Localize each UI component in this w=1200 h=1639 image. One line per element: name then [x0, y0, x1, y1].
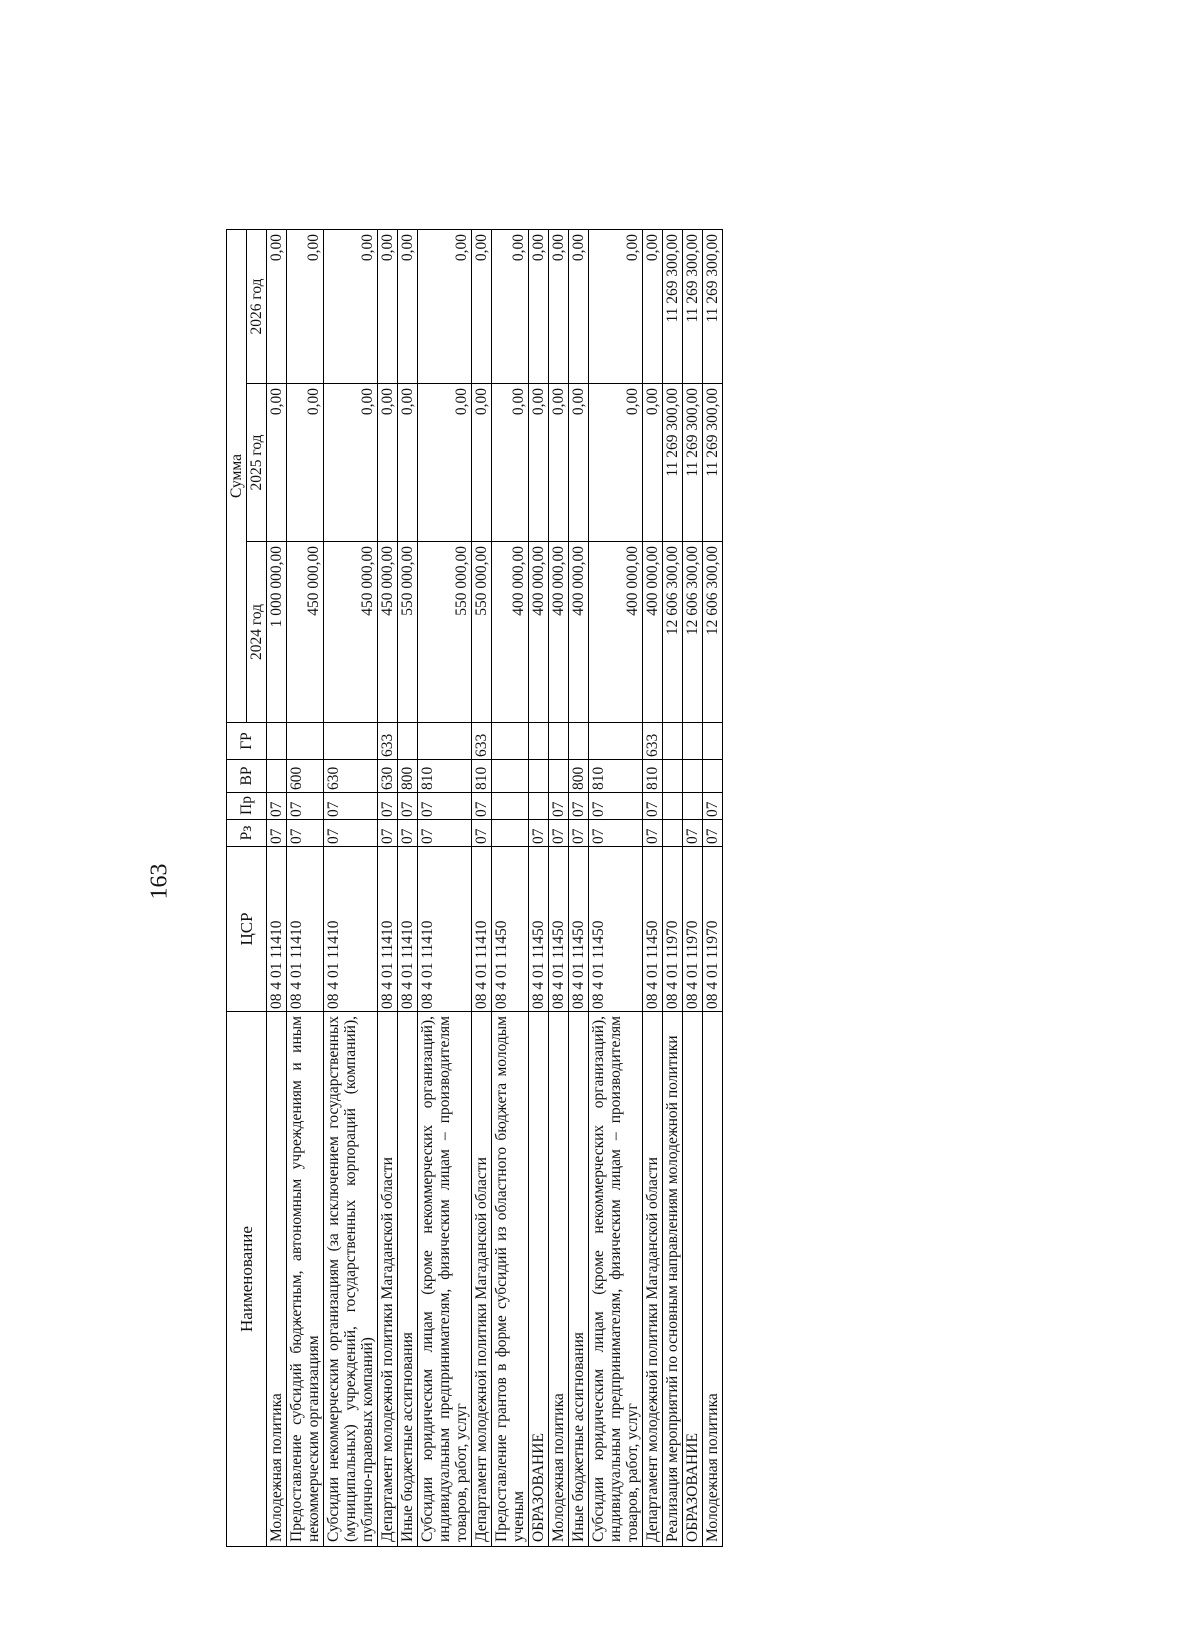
cell-amount-2026: 0,00 [549, 229, 569, 383]
cell-rz [663, 820, 683, 847]
cell-gr [663, 723, 683, 760]
cell-rz: 07 [287, 820, 324, 847]
header-gr: ГР [227, 723, 267, 760]
cell-amount-2026: 0,00 [378, 229, 398, 383]
header-year-2026: 2026 год [247, 229, 267, 383]
cell-amount-2024: 550 000,00 [472, 542, 492, 723]
cell-amount-2024: 550 000,00 [398, 542, 418, 723]
header-rz: Рз [227, 820, 267, 847]
cell-rz: 07 [418, 820, 472, 847]
cell-amount-2024: 12 606 300,00 [683, 542, 703, 723]
cell-vr: 800 [569, 760, 589, 793]
cell-vr: 630 [378, 760, 398, 793]
cell-amount-2024: 550 000,00 [418, 542, 472, 723]
cell-gr [398, 723, 418, 760]
cell-amount-2024: 450 000,00 [324, 542, 378, 723]
cell-csr: 08 4 01 11970 [663, 847, 683, 1012]
cell-amount-2026: 0,00 [529, 229, 549, 383]
cell-vr [492, 760, 529, 793]
cell-amount-2026: 0,00 [267, 229, 287, 383]
cell-amount-2024: 450 000,00 [287, 542, 324, 723]
cell-amount-2025: 0,00 [472, 384, 492, 542]
cell-amount-2024: 400 000,00 [589, 542, 643, 723]
cell-pr [683, 793, 703, 820]
budget-table [226, 229, 723, 1547]
cell-amount-2025: 0,00 [287, 384, 324, 542]
table-row [378, 229, 398, 1546]
cell-name: Субсидии юридическим лицам (кроме некоммерческих организаций), индивидуальным предпринимателям, физическим лицам – производителям товаров, работ, услуг [589, 1012, 643, 1547]
cell-name: Субсидии юридическим лицам (кроме некоммерческих организаций), индивидуальным предпринимателям, физическим лицам – производителям товаров, работ, услуг [418, 1012, 472, 1547]
cell-csr: 08 4 01 11450 [589, 847, 643, 1012]
cell-pr [529, 793, 549, 820]
cell-amount-2024: 1 000 000,00 [267, 542, 287, 723]
cell-csr: 08 4 01 11450 [492, 847, 529, 1012]
table-row [418, 229, 472, 1546]
cell-gr: 633 [378, 723, 398, 760]
cell-amount-2025: 0,00 [643, 384, 663, 542]
cell-amount-2025: 0,00 [378, 384, 398, 542]
cell-vr [549, 760, 569, 793]
cell-amount-2024: 12 606 300,00 [663, 542, 683, 723]
cell-gr [589, 723, 643, 760]
cell-amount-2025: 11 269 300,00 [703, 384, 723, 542]
table-row [287, 229, 324, 1546]
cell-amount-2024: 400 000,00 [549, 542, 569, 723]
cell-vr [529, 760, 549, 793]
cell-pr: 07 [643, 793, 663, 820]
cell-vr: 810 [472, 760, 492, 793]
cell-pr: 07 [324, 793, 378, 820]
table-rotated-wrapper [226, 230, 1058, 1547]
cell-pr: 07 [287, 793, 324, 820]
cell-amount-2025: 0,00 [529, 384, 549, 542]
cell-gr: 633 [472, 723, 492, 760]
cell-pr: 07 [418, 793, 472, 820]
cell-amount-2026: 0,00 [569, 229, 589, 383]
cell-amount-2026: 0,00 [472, 229, 492, 383]
cell-vr [663, 760, 683, 793]
cell-csr: 08 4 01 11410 [267, 847, 287, 1012]
cell-amount-2026: 11 269 300,00 [703, 229, 723, 383]
cell-amount-2024: 450 000,00 [378, 542, 398, 723]
cell-vr: 810 [643, 760, 663, 793]
header-pr: Пр [227, 793, 267, 820]
cell-amount-2026: 11 269 300,00 [683, 229, 703, 383]
cell-amount-2026: 0,00 [589, 229, 643, 383]
cell-gr [683, 723, 703, 760]
cell-amount-2025: 0,00 [549, 384, 569, 542]
cell-csr: 08 4 01 11410 [378, 847, 398, 1012]
cell-name: Иные бюджетные ассигнования [398, 1012, 418, 1547]
cell-vr [683, 760, 703, 793]
cell-amount-2024: 400 000,00 [643, 542, 663, 723]
cell-name: Департамент молодежной политики Магаданской области [643, 1012, 663, 1547]
cell-amount-2026: 0,00 [287, 229, 324, 383]
table-row [703, 229, 723, 1546]
cell-csr: 08 4 01 11410 [418, 847, 472, 1012]
cell-vr: 810 [589, 760, 643, 793]
cell-name: Предоставление субсидий бюджетным, автономным учреждениям и иным некоммерческим организациям [287, 1012, 324, 1547]
table-row [529, 229, 549, 1546]
header-name: Наименование [227, 1012, 267, 1547]
cell-amount-2025: 11 269 300,00 [683, 384, 703, 542]
cell-amount-2024: 400 000,00 [492, 542, 529, 723]
cell-csr: 08 4 01 11410 [472, 847, 492, 1012]
cell-rz: 07 [324, 820, 378, 847]
cell-vr [703, 760, 723, 793]
cell-csr: 08 4 01 11450 [529, 847, 549, 1012]
cell-gr [492, 723, 529, 760]
cell-csr: 08 4 01 11410 [324, 847, 378, 1012]
cell-name: Департамент молодежной политики Магаданской области [378, 1012, 398, 1547]
cell-pr: 07 [267, 793, 287, 820]
header-vr: ВР [227, 760, 267, 793]
cell-rz: 07 [589, 820, 643, 847]
cell-csr: 08 4 01 11450 [643, 847, 663, 1012]
cell-pr: 07 [703, 793, 723, 820]
table-body [267, 229, 723, 1546]
cell-amount-2024: 400 000,00 [569, 542, 589, 723]
cell-csr: 08 4 01 11410 [398, 847, 418, 1012]
cell-vr [267, 760, 287, 793]
cell-amount-2026: 0,00 [398, 229, 418, 383]
cell-rz [492, 820, 529, 847]
table-row [549, 229, 569, 1546]
cell-vr: 600 [287, 760, 324, 793]
cell-amount-2025: 0,00 [589, 384, 643, 542]
cell-amount-2025: 11 269 300,00 [663, 384, 683, 542]
cell-pr: 07 [549, 793, 569, 820]
cell-pr: 07 [472, 793, 492, 820]
cell-gr [703, 723, 723, 760]
cell-rz: 07 [549, 820, 569, 847]
table-row [683, 229, 703, 1546]
cell-amount-2025: 0,00 [398, 384, 418, 542]
cell-pr: 07 [569, 793, 589, 820]
table-row [663, 229, 683, 1546]
table-row [569, 229, 589, 1546]
cell-pr [663, 793, 683, 820]
cell-gr [287, 723, 324, 760]
cell-vr: 630 [324, 760, 378, 793]
cell-name: Предоставление грантов в форме субсидий из областного бюджета молодым ученым [492, 1012, 529, 1547]
cell-vr: 800 [398, 760, 418, 793]
cell-csr: 08 4 01 11970 [683, 847, 703, 1012]
cell-rz: 07 [643, 820, 663, 847]
cell-name: Субсидии некоммерческим организациям (за исключением государственных (муниципальных) учреждений, государственных корпораций (компаний), публично-правовых компаний) [324, 1012, 378, 1547]
table-rotated [226, 230, 1058, 1547]
table-row [589, 229, 643, 1546]
cell-amount-2026: 0,00 [324, 229, 378, 383]
cell-rz: 07 [267, 820, 287, 847]
cell-name: Департамент молодежной политики Магаданской области [472, 1012, 492, 1547]
table-row [267, 229, 287, 1546]
cell-amount-2026: 0,00 [418, 229, 472, 383]
cell-amount-2024: 12 606 300,00 [703, 542, 723, 723]
cell-gr [418, 723, 472, 760]
header-csr: ЦСР [227, 847, 267, 1012]
cell-csr: 08 4 01 11450 [549, 847, 569, 1012]
header-year-2024: 2024 год [247, 542, 267, 723]
table-row [643, 229, 663, 1546]
cell-amount-2025: 0,00 [569, 384, 589, 542]
cell-csr: 08 4 01 11410 [287, 847, 324, 1012]
cell-rz: 07 [703, 820, 723, 847]
cell-gr [529, 723, 549, 760]
cell-pr: 07 [378, 793, 398, 820]
cell-pr: 07 [398, 793, 418, 820]
cell-gr: 633 [643, 723, 663, 760]
cell-amount-2026: 11 269 300,00 [663, 229, 683, 383]
table-row [324, 229, 378, 1546]
cell-gr [549, 723, 569, 760]
cell-rz: 07 [398, 820, 418, 847]
cell-rz: 07 [472, 820, 492, 847]
cell-csr: 08 4 01 11970 [703, 847, 723, 1012]
table-row [398, 229, 418, 1546]
table-row [472, 229, 492, 1546]
cell-gr [569, 723, 589, 760]
cell-csr: 08 4 01 11450 [569, 847, 589, 1012]
cell-name: Реализация мероприятий по основным направлениям молодежной политики [663, 1012, 683, 1547]
cell-amount-2025: 0,00 [267, 384, 287, 542]
page-number: 163 [146, 863, 173, 900]
cell-amount-2025: 0,00 [418, 384, 472, 542]
cell-amount-2026: 0,00 [643, 229, 663, 383]
cell-rz: 07 [569, 820, 589, 847]
cell-name: ОБРАЗОВАНИЕ [683, 1012, 703, 1547]
cell-gr [324, 723, 378, 760]
cell-name: Молодежная политика [549, 1012, 569, 1547]
cell-pr [492, 793, 529, 820]
cell-vr: 810 [418, 760, 472, 793]
cell-amount-2026: 0,00 [492, 229, 529, 383]
cell-rz: 07 [683, 820, 703, 847]
cell-name: Молодежная политика [703, 1012, 723, 1547]
header-year-2025: 2025 год [247, 384, 267, 542]
cell-name: Молодежная политика [267, 1012, 287, 1547]
cell-amount-2025: 0,00 [492, 384, 529, 542]
cell-pr: 07 [589, 793, 643, 820]
cell-name: ОБРАЗОВАНИЕ [529, 1012, 549, 1547]
cell-amount-2024: 400 000,00 [529, 542, 549, 723]
table-row [492, 229, 529, 1546]
cell-gr [267, 723, 287, 760]
cell-rz: 07 [378, 820, 398, 847]
cell-name: Иные бюджетные ассигнования [569, 1012, 589, 1547]
cell-rz: 07 [529, 820, 549, 847]
header-sum: Сумма [227, 229, 247, 722]
cell-amount-2025: 0,00 [324, 384, 378, 542]
